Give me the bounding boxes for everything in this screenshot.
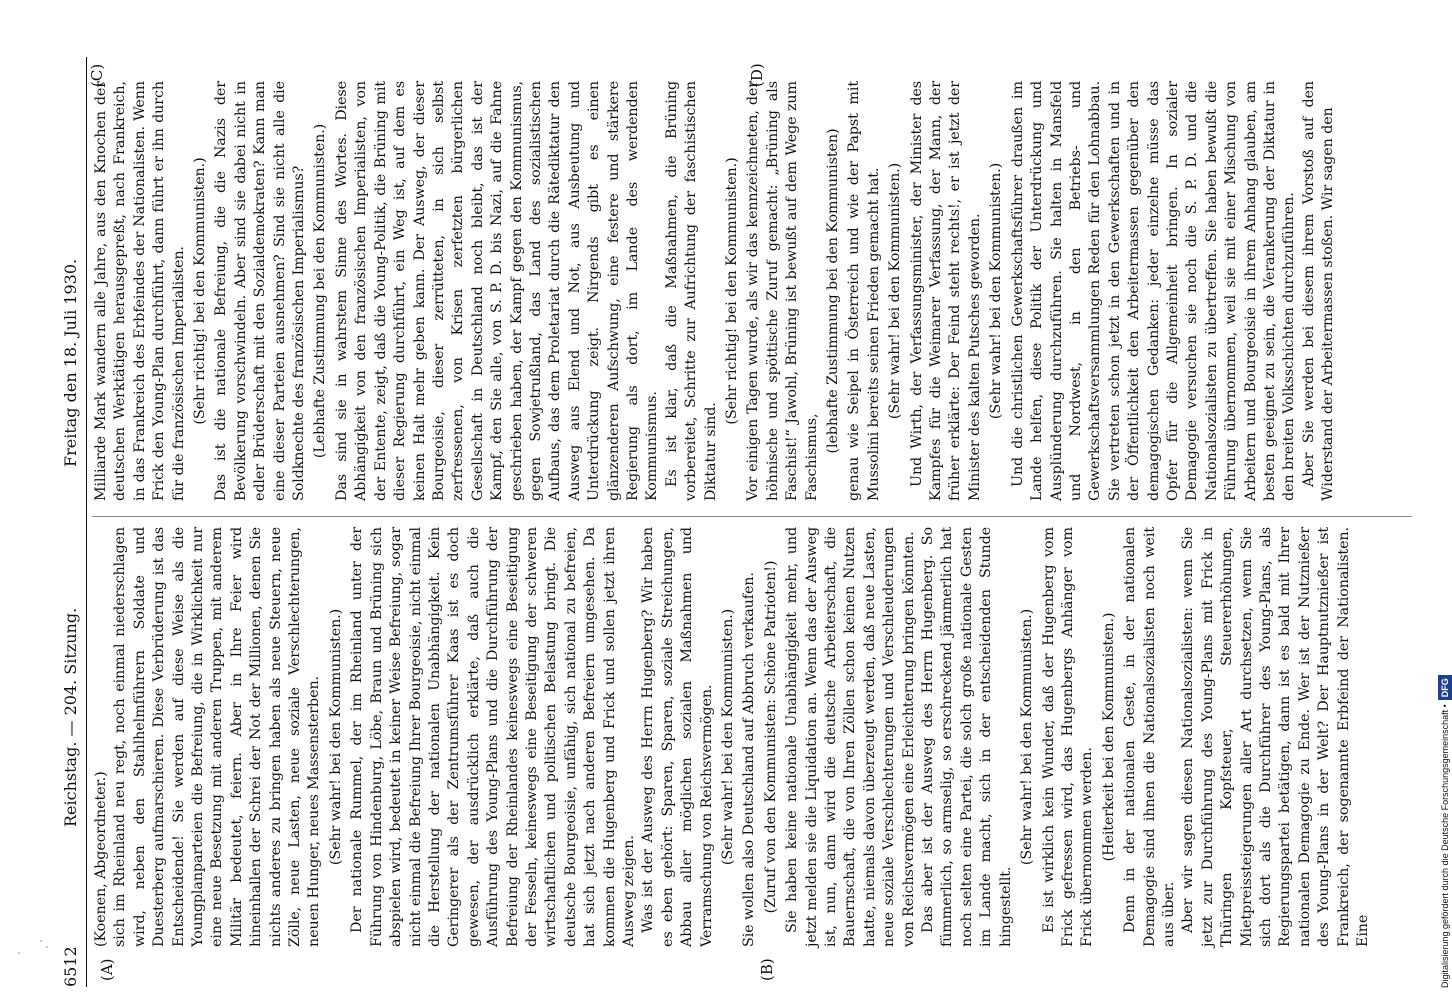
margin-mark-c: (C)	[88, 63, 106, 87]
paragraph: Das aber ist der Ausweg des Herrn Hugenberg. So fümmerlich, so armselig, so erschreckend jämmerlich hat noch selten eine Partei, die solch große nationale Gesten im Lande macht, sich in der entscheidenden Stunde hingestellt.	[920, 527, 1014, 947]
margin-mark-b: (B)	[758, 958, 776, 981]
interjection: (Heiterkeit bei den Kommunisten.)	[1100, 612, 1117, 862]
margin-mark-a: (A)	[98, 958, 116, 981]
interjection: (Sehr wahr! bei den Kommunisten.)	[887, 162, 904, 420]
paragraph: (Koenen, Abgeordneter.)	[93, 771, 109, 947]
paragraph: Sie wollen also Deutschland auf Abbruch verkaufen.	[741, 572, 758, 947]
digitization-note	[1420, 8, 1450, 993]
interjection: (lebhafte Zustimmung bei den Kommunisten)	[825, 128, 842, 454]
paragraph: Und Wirth, der Verfassungsminister, der Minister des Kampfes für die Weimarer Verfassung, der Mann, der früher erklärte: Der Feind steht rechts!, er ist jetzt der Minister des kalten Putsches geworden.	[908, 81, 983, 501]
page-header	[58, 57, 84, 987]
paragraph: Milliarde Mark wandern alle Jahre, aus den Knochen der deutschen Werktätigen herausgepreßt, nach Frankreich, in das Frankreich des Erbfeindes der Nationalisten. Wenn Frick den Young-Plan durchführt, dann führt er ihn durch für die französischen Imperialisten.	[93, 81, 187, 501]
interjection: (Sehr wahr! bei den Kommunisten.)	[988, 162, 1005, 420]
session-title: Reichstag. — 204. Sitzung.	[61, 607, 80, 827]
header-rule	[86, 57, 87, 987]
interjection: (Sehr wahr! bei den Kommunisten.)	[1019, 608, 1036, 866]
paragraph: Aber wir sagen diesen Nationalsozialisten: wenn Sie jetzt zur Durchführung des Young-Plans mit Frick in Thüringen Kopfsteuer, Steuererhöhungen, Mietpreissteigerungen aller Art durchsetzen, wenn Sie sich dort als die Durchführer des Young-Plans, als Regierungspartei betätigen, dann ist es bald mit Ihrer nationalen Demagogie zu Ende. Wer ist der Nutznießer des Young-Plans in der Welt? Der Hauptnutznießer ist Frankreich, der sogenannte Erbfeind der Nationalisten. Eine	[1180, 527, 1371, 947]
left-text-column	[92, 527, 1422, 947]
column-divider	[92, 516, 1412, 517]
paragraph: sich im Rheinland neu regt, noch einmal niederschlagen wird, neben den Stahlhelmführern Soldate und Duesterberg aufmarschieren. Diese Verbrüderung ist das Entscheidende! Sie werden auf diese Weise als die Youngplanparteien die Befreiung, die in Wirklichkeit nur eine neue Besetzung mit anderen Truppen, mit anderem Militär bedeutet, feiern. Aber in Ihre Feier wird hineinhallen der Schrei der Not der Millionen, denen Sie nichts anderes zu bringen haben als neue Steuern, neue Zölle, neue Lasten, neue soziale Verschlechterungen, neuen Hunger, neues Massensterben.	[112, 527, 323, 947]
interjection: (Sehr wahr! bei den Kommunisten.)	[720, 608, 736, 866]
interjection: (Lebhafte Zustimmung bei den Kommunisten.)	[312, 123, 329, 459]
margin-mark-d: (D)	[748, 63, 766, 87]
paragraph: Sie haben keine nationale Unabhängigkeit mehr, und jetzt melden sie die Liquidation an. Wenn das der Ausweg ist, nun, dann wird die deutsche Arbeiterschaft, die Bauernschaft, die von Ihren Zöllen schon keinen Nutzen hatte, niemals davon überzeugt werden, daß neue Lasten, neue soziale Verschlechterungen und Verschleuderungen von Reichsvermögen eine Erleichterung bringen könnten.	[784, 527, 917, 947]
paragraph: Das ist die nationale Befreiung, die die Nazis der Bevölkerung vorschwindeln. Aber sind sie dabei nicht in edler Brüderschaft mit den Sozialdemokraten? Kann man eine dieser Parteien ausnehmen? Sind sie nicht alle die Soldknechte des französischen Imperialismus?	[213, 81, 308, 501]
digitization-text: Digitalisierung gefördert durch die Deutsche Forschungsgemeinschaft •	[1440, 704, 1450, 988]
paragraph: Das sind sie in wahrstem Sinne des Wortes. Diese Abhängigkeit von den französischen Imperialisten, von der Entente, zeigt, daß die Young-Politik, die Brüning mit dieser Regierung durchführt, ein Weg ist, auf dem es keinen Halt mehr geben kann. Der Ausweg, der dieser Bourgeoisie, dieser zerrütteten, in sich selbst zerfressenen, von Krisen zerfetzten bürgerlichen Gesellschaft in Deutschland noch bleibt, das ist der Kampf, den Sie alle, von S. P. D. bis Nazi, auf die Fahne geschrieben haben, der Kampf gegen den Kommunismus, gegen Sowjetrußland, das Land des sozialistischen Aufbaus, das dem Proletariat durch die Rätediktatur den Ausweg aus Elend und Not, aus Ausbeutung und Unterdrückung zeigt. Nirgends gibt es einen glänzenderen Aufschwung, eine festere und stärkere Regierung als dort, im Lande des werdenden Kommunismus.	[333, 81, 661, 501]
right-text-column	[92, 81, 1422, 501]
paragraph: genau wie Seipel in Österreich und wie der Papst mit Mussolini bereits seinen Frieden gemacht hat.	[846, 81, 882, 501]
paragraph: Es ist wirklich kein Wunder, daß der Hugenberg vom Frick gefressen wird, das Hugenbergs Anhänger vom Frick übernommen werden.	[1040, 527, 1096, 947]
page-number: 6512	[61, 946, 80, 987]
rotated-page	[58, 57, 1438, 987]
interjection: (Sehr richtig! bei den Kommunisten.)	[724, 157, 740, 425]
paragraph: Vor einigen Tagen wurde, als wir das kennzeichneten, der höhnische und spöttische Zuruf gemacht: „Brüning als Faschist!“ Jawohl, Brüning ist bewußt auf dem Wege zum Faschismus,	[745, 81, 820, 501]
paragraph: Der nationale Rummel, der im Rheinland unter der Führung von Hindenburg, Löbe, Braun und Brüning sich abspielen wird, bedeutet in keiner Weise Befreiung, sogar nicht einmal die Befreiung Ihrer Bourgeoisie, nicht einmal die Herstellung der nationalen Unabhängigkeit. Kein Geringerer als der Zentrumsführer Kaas ist es doch gewesen, der ausdrücklich erklärte, daß auch die Ausführung des Young-Plans und die Durchführung der Befreiung der Rheinlandes keineswegs eine Beseitigung der Fesseln, keineswegs eine Beseitigung der schweren wirtschaftlichen und politischen Belastung bringt. Die deutsche Bourgeoisie, unfähig, sich national zu befreien, hat sich jetzt nach anderen Befreiern umgesehen. Da kommen die Hugenberg und Frick und sollen jetzt ihren Ausweg zeigen.	[349, 527, 637, 947]
interjection: (Zuruf von den Kommunisten: Schöne Patrioten!)	[762, 560, 779, 914]
paragraph: Aber Sie werden bei diesem ihrem Vorstoß auf den Widerstand der Arbeitermassen stoßen. Wir sagen den	[1300, 81, 1337, 501]
scan-speck	[18, 952, 20, 954]
scan-speck	[40, 940, 42, 942]
interjection: (Sehr richtig! bei den Kommunisten.)	[192, 157, 209, 425]
session-date: Freitag den 18. Juli 1930.	[61, 258, 80, 467]
dfg-logo: DFG	[1438, 675, 1452, 700]
paragraph: Denn in der nationalen Geste, in der nationalen Demagogie sind ihnen die Nationalsozialisten noch weit aus über.	[1122, 527, 1177, 947]
paragraph: Es ist klar, daß die Maßnahmen, die Brüning vorbereitet, Schritte zur Aufrichtung der faschistischen Diktatur sind.	[663, 81, 719, 501]
interjection: (Sehr wahr! bei den Kommunisten.)	[327, 608, 344, 866]
paragraph: Und die christlichen Gewerkschaftsführer draußen im Lande helfen, diese Politik der Unterdrückung und Ausplünderung durchzuführen. Sie halten in Mansfeld und Nordwest, in den Betriebs- und Gewerkschaftsversammlungen Reden für den Lohnabbau. Sie vertreten schon jetzt in den Gewerkschaften und in der Öffentlichkeit den Arbeitermassen gegenüber den demagogischen Gedanken: jeder einzelne müsse das Opfer für die Allgemeinheit bringen. In sozialer Demagogie versuchen sie noch die S. P. D. und die Nationalsozialisten zu übertreffen. Sie haben bewußt die Führung übernommen, weil sie mit einer Mischung von Arbeitern und Bourgeoisie in ihrem Anhang glauben, am besten geeignet zu sein, die Verankerung der Diktatur in den breiten Volksschichten durchzuführen.	[1009, 81, 1298, 501]
scan-speck	[46, 946, 48, 948]
paragraph: Was ist der Ausweg des Herrn Hugenberg? Wir haben es eben gehört: Sparen, Sparen, soziale Streichungen, Abbau aller möglichen sozialen Maßnahmen und Verramschung von Reichsvermögen.	[640, 527, 715, 947]
